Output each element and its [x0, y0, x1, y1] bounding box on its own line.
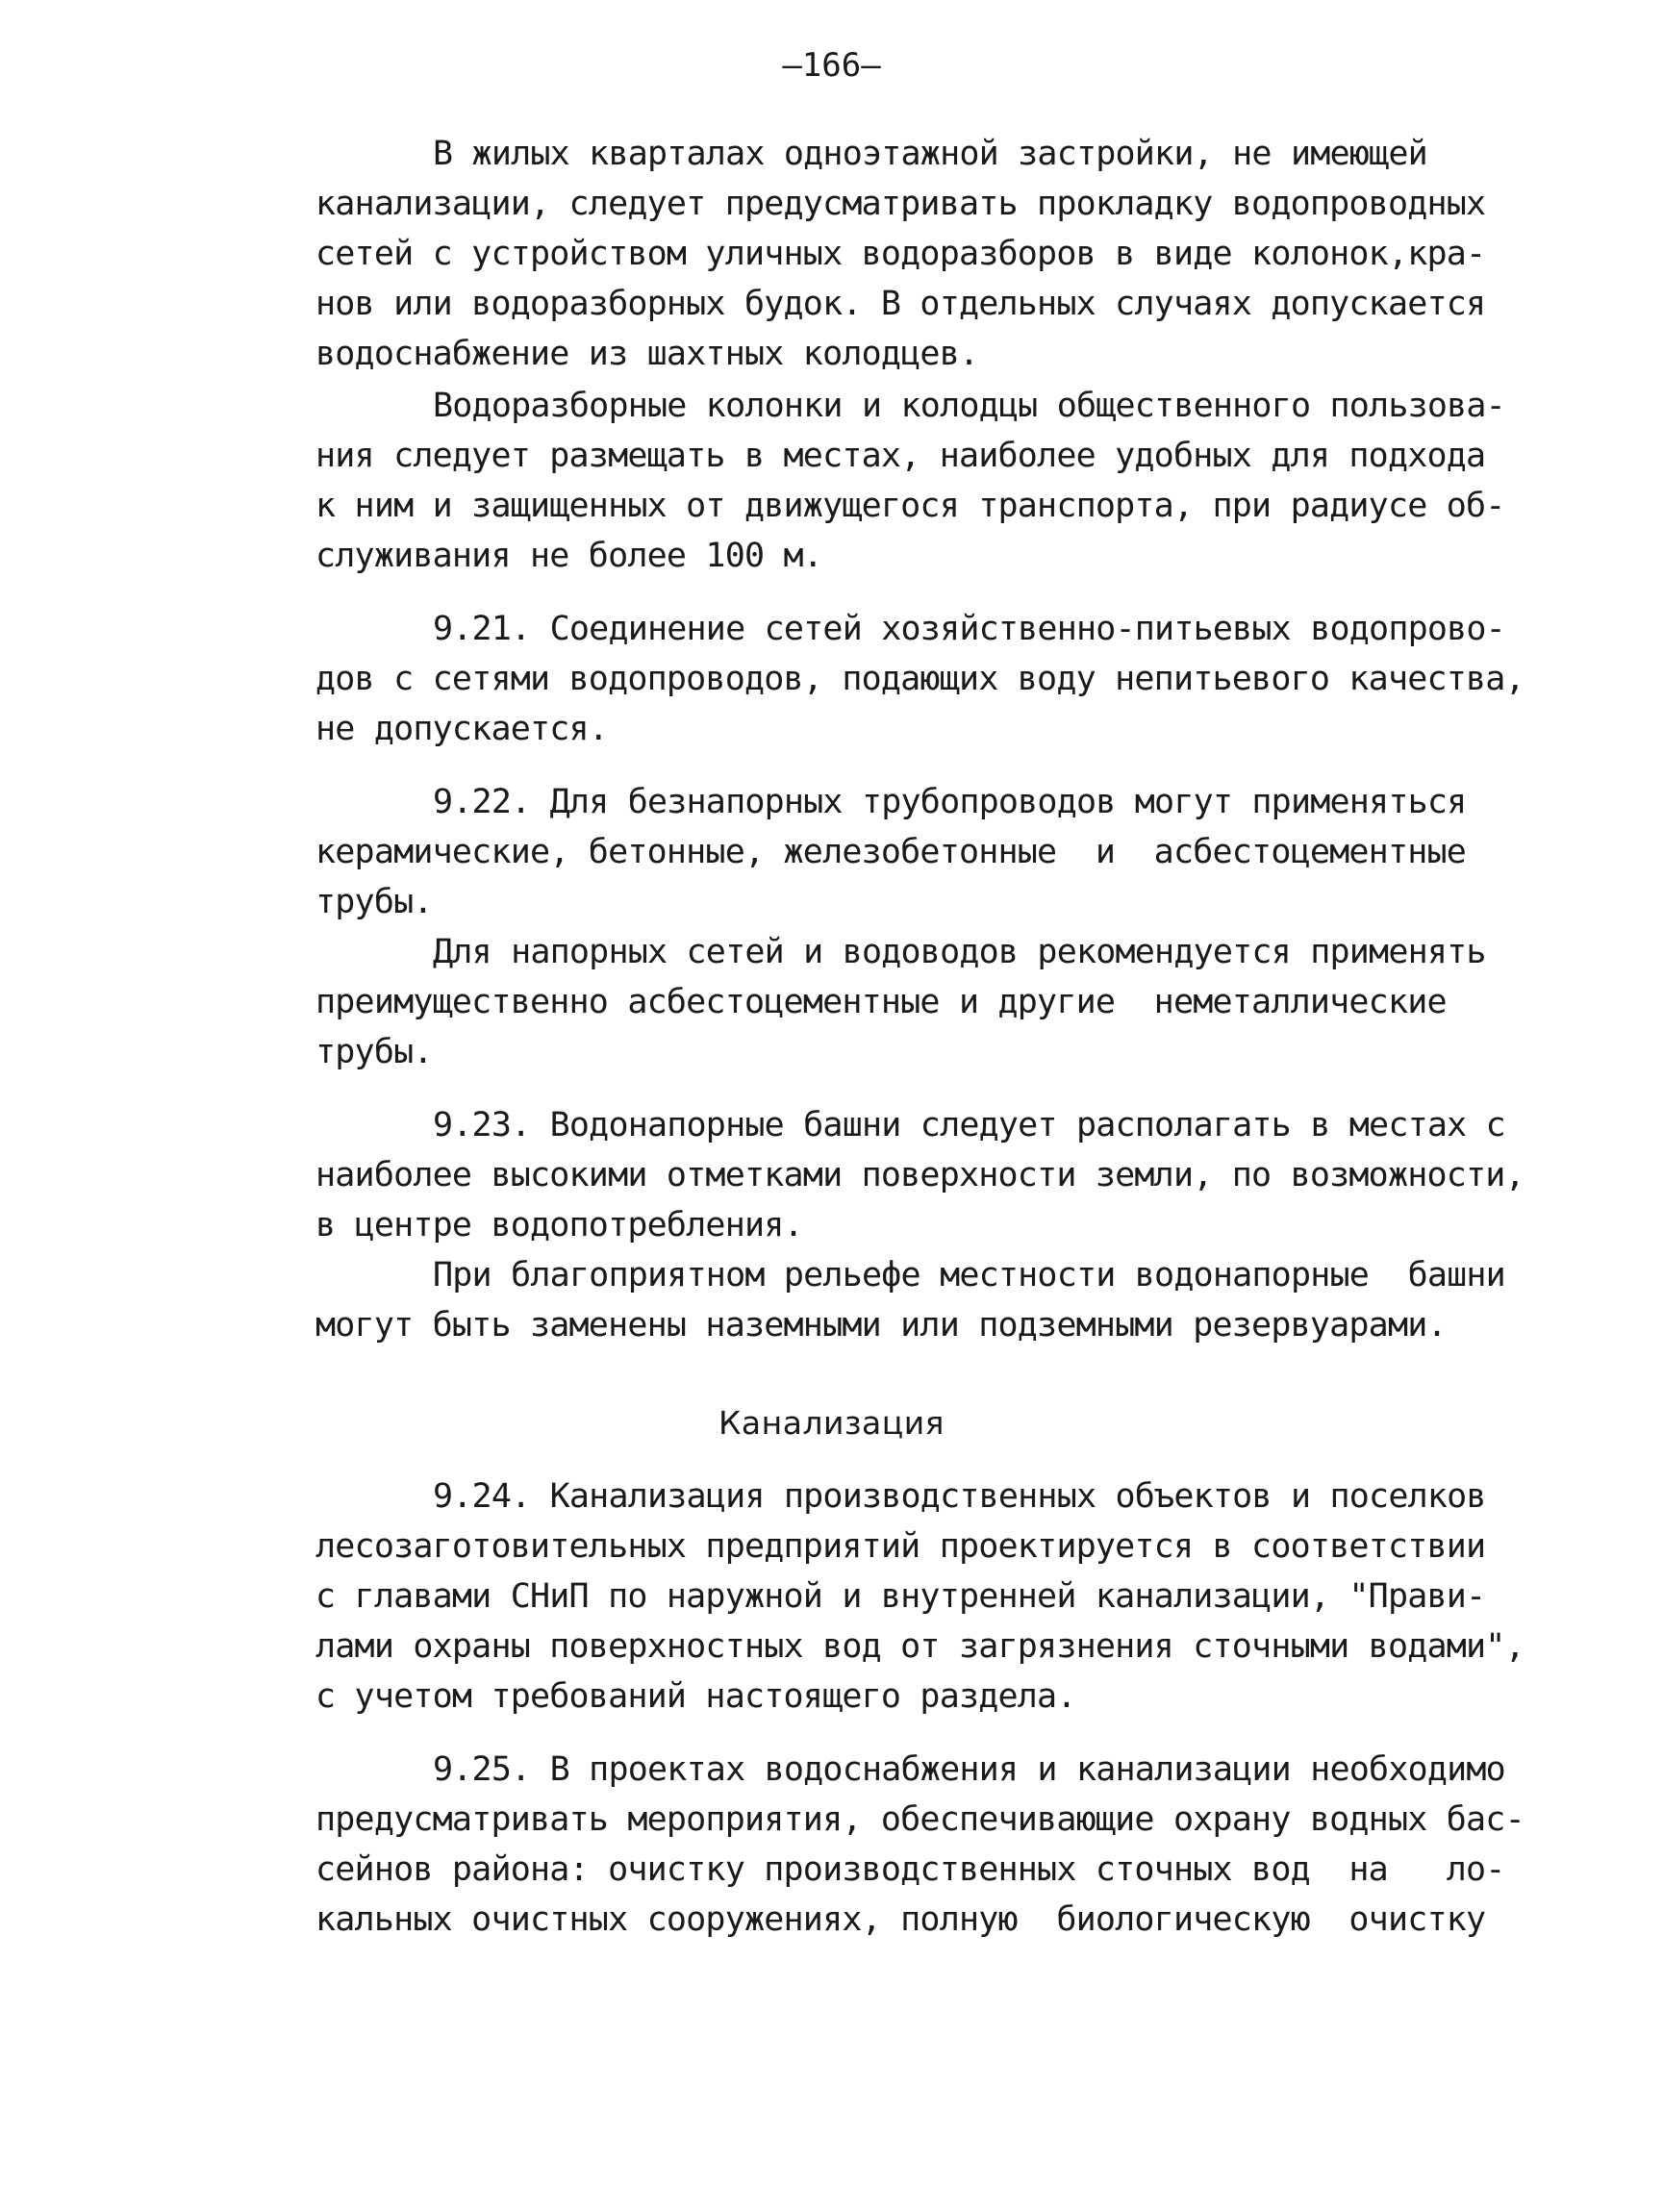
- text-line: 9.24. Канализация производственных объектов и поселков: [433, 1477, 1486, 1516]
- text-line: кальных очистных сооружениях, полную биологическую очистку: [315, 1900, 1486, 1939]
- text-line: служивания не более 100 м.: [315, 537, 823, 575]
- text-line: наиболее высокими отметками поверхности земли, по возможности,: [315, 1156, 1524, 1194]
- text-line: При благоприятном рельефе местности водонапорные башни: [433, 1256, 1505, 1295]
- text-line: трубы.: [315, 883, 433, 921]
- text-line: ния следует размещать в местах, наиболее удобных для подхода: [315, 437, 1486, 475]
- text-line: В жилых кварталах одноэтажной застройки, не имеющей: [433, 135, 1427, 173]
- section-heading: Канализация: [718, 1404, 945, 1442]
- text-line: Для напорных сетей и водоводов рекомендуется применять: [433, 933, 1486, 971]
- text-line: 9.22. Для безнапорных трубопроводов могут применяться: [433, 783, 1467, 821]
- text-line: канализации, следует предусматривать прокладку водопроводных: [315, 185, 1486, 223]
- text-line: керамические, бетонные, железобетонные и асбестоцементные: [315, 833, 1467, 871]
- text-line: 9.25. В проектах водоснабжения и канализации необходимо: [433, 1750, 1505, 1789]
- text-line: к ним и защищенных от движущегося транспорта, при радиусе об-: [315, 487, 1505, 525]
- text-line: лесозаготовительных предприятий проектируется в соответствии: [315, 1527, 1486, 1566]
- text-line: трубы.: [315, 1033, 433, 1071]
- text-line: с учетом требований настоящего раздела.: [315, 1677, 1076, 1716]
- text-line: водоснабжение из шахтных колодцев.: [315, 335, 979, 373]
- text-line: сетей с устройством уличных водоразборов в виде колонок,кра-: [315, 235, 1486, 273]
- text-line: сейнов района: очистку производственных сточных вод на ло-: [315, 1850, 1505, 1889]
- page-number: —166—: [782, 46, 881, 85]
- text-line: в центре водопотребления.: [315, 1206, 803, 1244]
- text-line: Водоразборные колонки и колодцы общественного пользова-: [433, 387, 1505, 425]
- text-line: лами охраны поверхностных вод от загрязнения сточными водами",: [315, 1627, 1524, 1666]
- text-line: 9.23. Водонапорные башни следует располагать в местах с: [433, 1106, 1505, 1144]
- text-line: дов с сетями водопроводов, подающих воду непитьевого качества,: [315, 660, 1524, 698]
- text-line: 9.21. Соединение сетей хозяйственно-питьевых водопрово-: [433, 610, 1505, 648]
- text-line: могут быть заменены наземными или подземными резервуарами.: [315, 1306, 1447, 1345]
- text-line: не допускается.: [315, 710, 609, 748]
- text-line: преимущественно асбестоцементные и другие неметаллические: [315, 983, 1447, 1021]
- text-line: нов или водоразборных будок. В отдельных случаях допускается: [315, 285, 1486, 323]
- text-line: с главами СНиП по наружной и внутренней канализации, "Прави-: [315, 1577, 1486, 1616]
- text-line: предусматривать мероприятия, обеспечивающие охрану водных бас-: [315, 1800, 1524, 1839]
